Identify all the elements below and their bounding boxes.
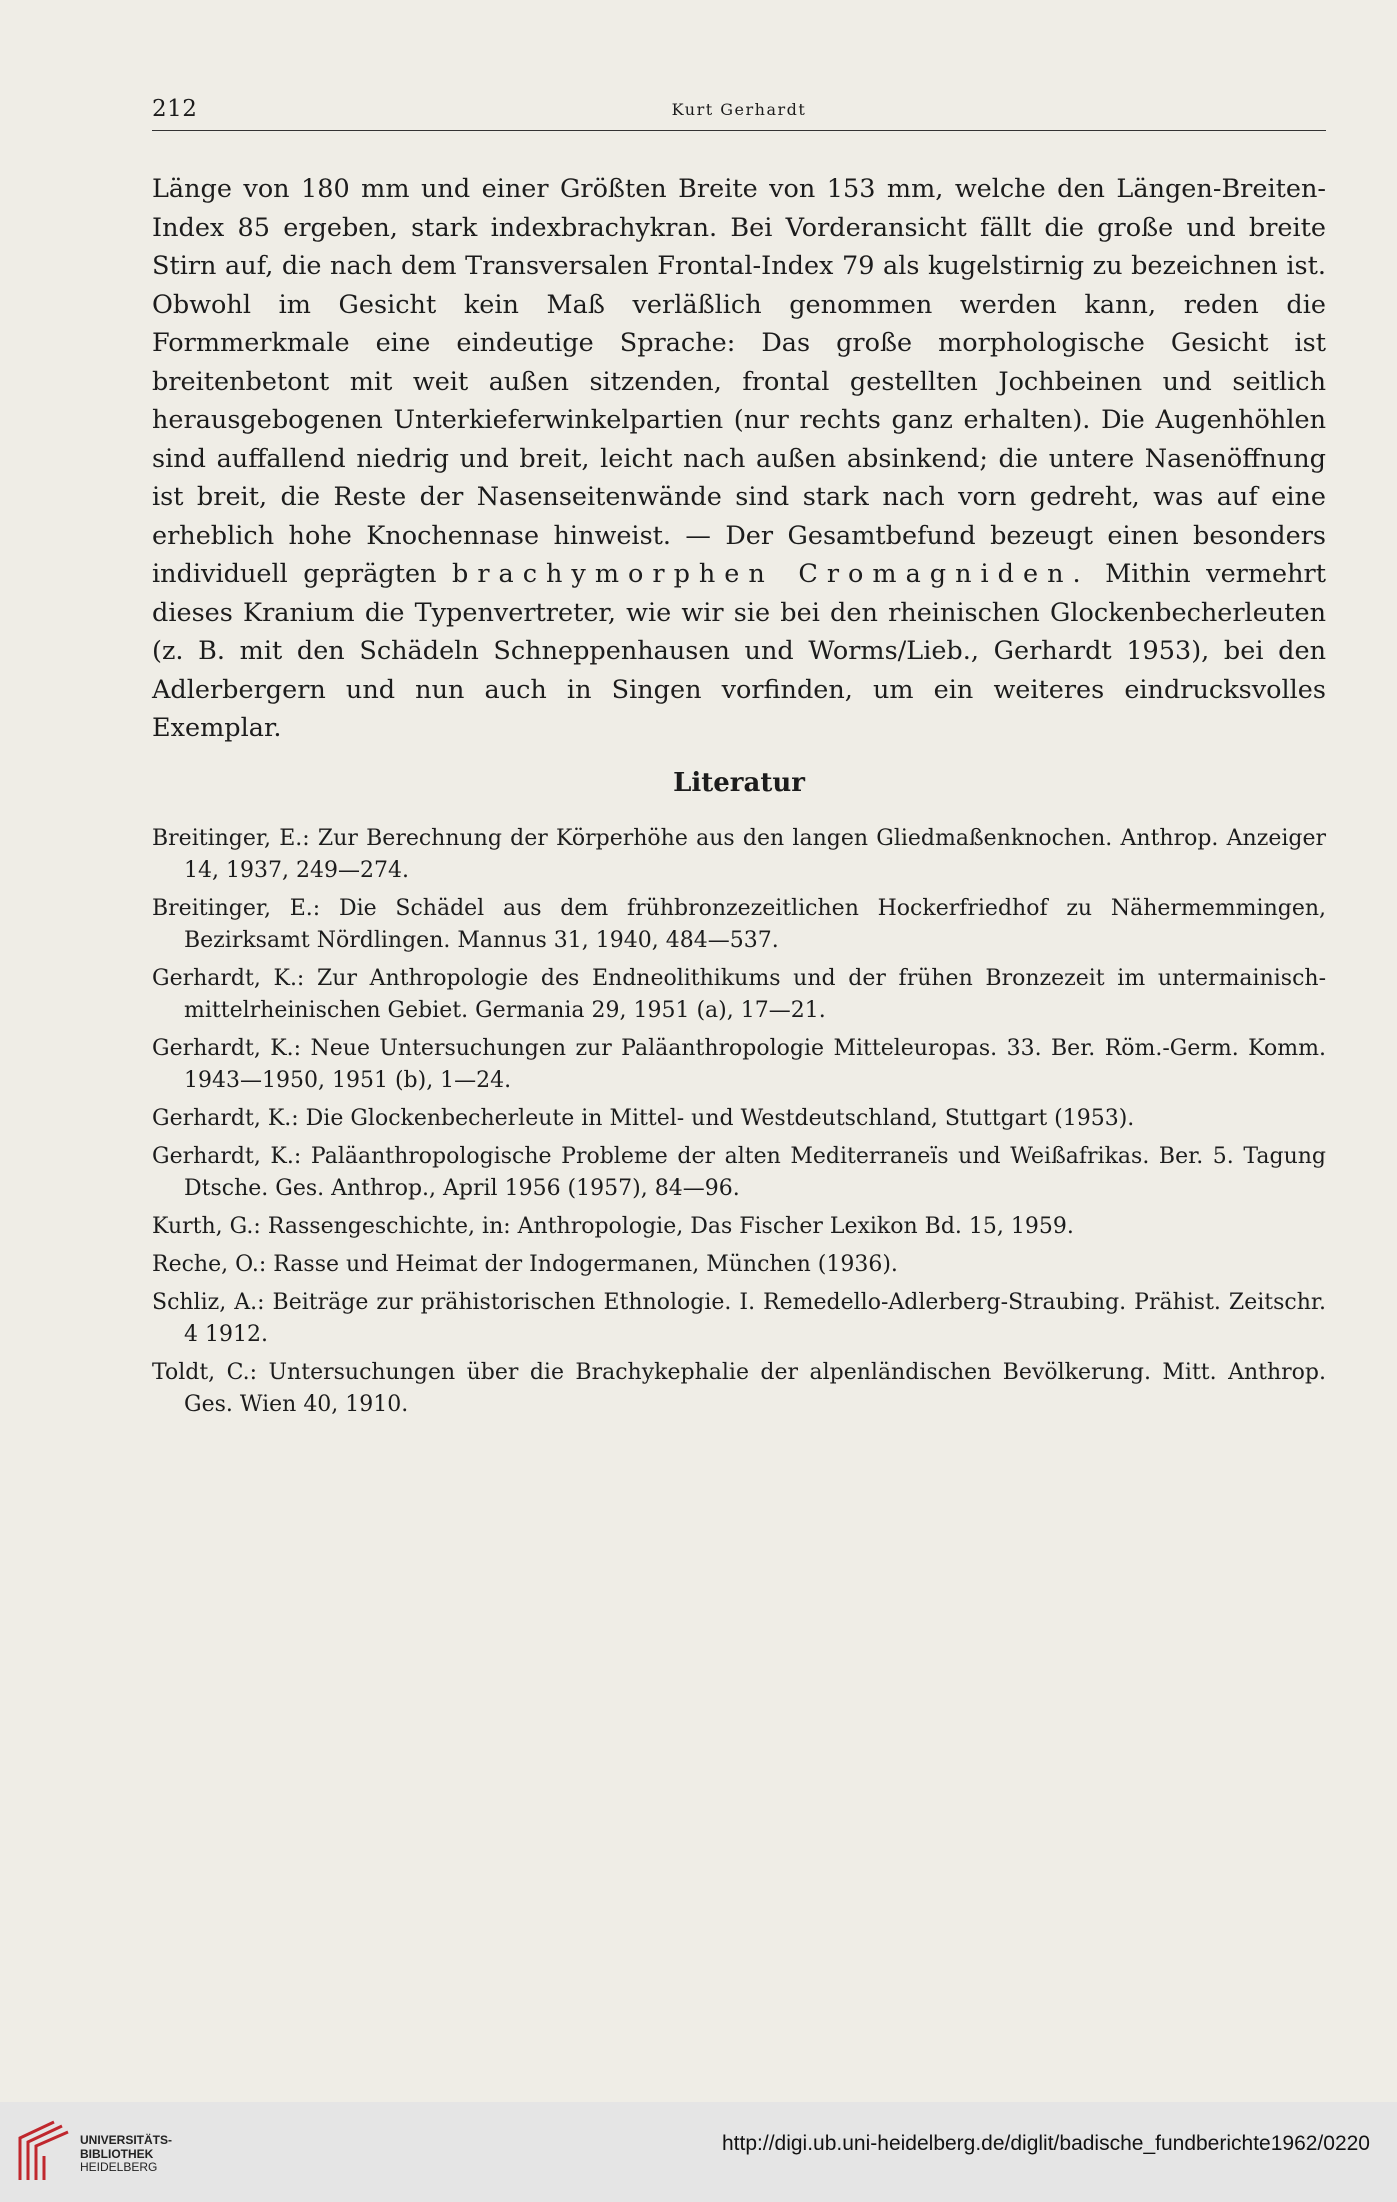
bibliography-entry: Kurth, G.: Rassengeschichte, in: Anthropologie, Das Fischer Lexikon Bd. 15, 1959. xyxy=(152,1214,1074,1239)
bibliography-list xyxy=(152,823,1326,1427)
bibliography-entry: Schliz, A.: Beiträge zur prähistorischen Ethnologie. I. Remedello-Adlerberg-Straubing. Prähist. Zeitschr. 4 1912. xyxy=(152,1290,1326,1347)
library-name-line-3: HEIDELBERG xyxy=(80,2160,158,2174)
running-title: Kurt Gerhardt xyxy=(671,100,807,119)
source-url-link[interactable]: http://digi.ub.uni-heidelberg.de/diglit/badische_fundberichte1962/0220 xyxy=(722,2132,1370,2155)
bibliography-entry: Gerhardt, K.: Paläanthropologische Probleme der alten Mediterraneïs und Weißafrikas. Ber. 5. Tagung Dtsche. Ges. Anthrop., April 1956 (1957), 84—96. xyxy=(152,1144,1326,1201)
body-text-part-2: Mithin vermehrt dieses Kranium die Typenvertreter, wie wir sie bei den rheinischen Glockenbecherleuten (z. B. mit den Schädeln Schneppenhausen und Worms/Lieb., Gerhardt 1953), bei den Adlerbergern und nun auch in Singen vorfinden, um ein weiteres eindrucksvolles Exemplar. xyxy=(152,559,1326,743)
bibliography-entry: Breitinger, E.: Zur Berechnung der Körperhöhe aus den langen Gliedmaßenknochen. Anthrop. Anzeiger 14, 1937, 249—274. xyxy=(152,826,1326,883)
body-paragraph xyxy=(152,170,1326,748)
bibliography-entry: Gerhardt, K.: Zur Anthropologie des Endneolithikums und der frühen Bronzezeit im untermainisch-mittelrheinischen Gebiet. Germania 29, 1951 (a), 17—21. xyxy=(152,966,1326,1023)
bibliography-entry: Gerhardt, K.: Die Glockenbecherleute in Mittel- und Westdeutschland, Stuttgart (1953). xyxy=(152,1106,1135,1131)
body-text-part-1: Länge von 180 mm und einer Größten Breite von 153 mm, welche den Längen-Breiten-Index 85 ergeben, stark indexbrachykran. Bei Vorderansicht fällt die große und breite Stirn auf, die nach dem Transversalen Frontal-Index 79 als kugelstirnig zu bezeichnen ist. Obwohl im Gesicht kein Maß verläßlich genommen werden kann, reden die Formmerkmale eine eindeutige Sprache: Das große morphologische Gesicht ist breitenbetont mit weit außen sitzenden, frontal gestellten Jochbeinen und seitlich herausgebogenen Unterkieferwinkelpartien (nur rechts ganz erhalten). Die Augenhöhlen sind auffallend niedrig und breit, leicht nach außen absinkend; die untere Nasenöffnung ist breit, die Reste der Nasenseitenwände sind stark nach vorn gedreht, was auf eine erheblich hohe Knochennase hinweist. — Der Gesamtbefund bezeugt einen besonders individuell geprägten xyxy=(152,174,1326,589)
bibliography-entry: Toldt, C.: Untersuchungen über die Brachykephalie der alpenländischen Bevölkerung. Mitt. Anthrop. Ges. Wien 40, 1910. xyxy=(152,1360,1326,1417)
bibliography-entry: Gerhardt, K.: Neue Untersuchungen zur Paläanthropologie Mitteleuropas. 33. Ber. Röm.-Germ. Komm. 1943—1950, 1951 (b), 1—24. xyxy=(152,1036,1326,1093)
page-number: 212 xyxy=(152,96,198,122)
library-name-line-1: UNIVERSITÄTS- xyxy=(80,2133,173,2147)
bibliography-entry: Breitinger, E.: Die Schädel aus dem frühbronzezeitlichen Hockerfriedhof zu Nähermemmingen, Bezirksamt Nördlingen. Mannus 31, 1940, 484—537. xyxy=(152,896,1326,953)
library-logo-icon xyxy=(14,2116,72,2186)
bibliography-entry: Reche, O.: Rasse und Heimat der Indogermanen, München (1936). xyxy=(152,1252,898,1277)
footer-bar xyxy=(0,2102,1397,2202)
page-header xyxy=(152,96,1326,131)
body-text-emphasis: brachymorphen Cromagniden. xyxy=(452,559,1090,589)
literature-heading: Literatur xyxy=(673,768,805,798)
library-name xyxy=(80,2134,172,2175)
library-name-line-2: BIBLIOTHEK xyxy=(80,2146,154,2161)
